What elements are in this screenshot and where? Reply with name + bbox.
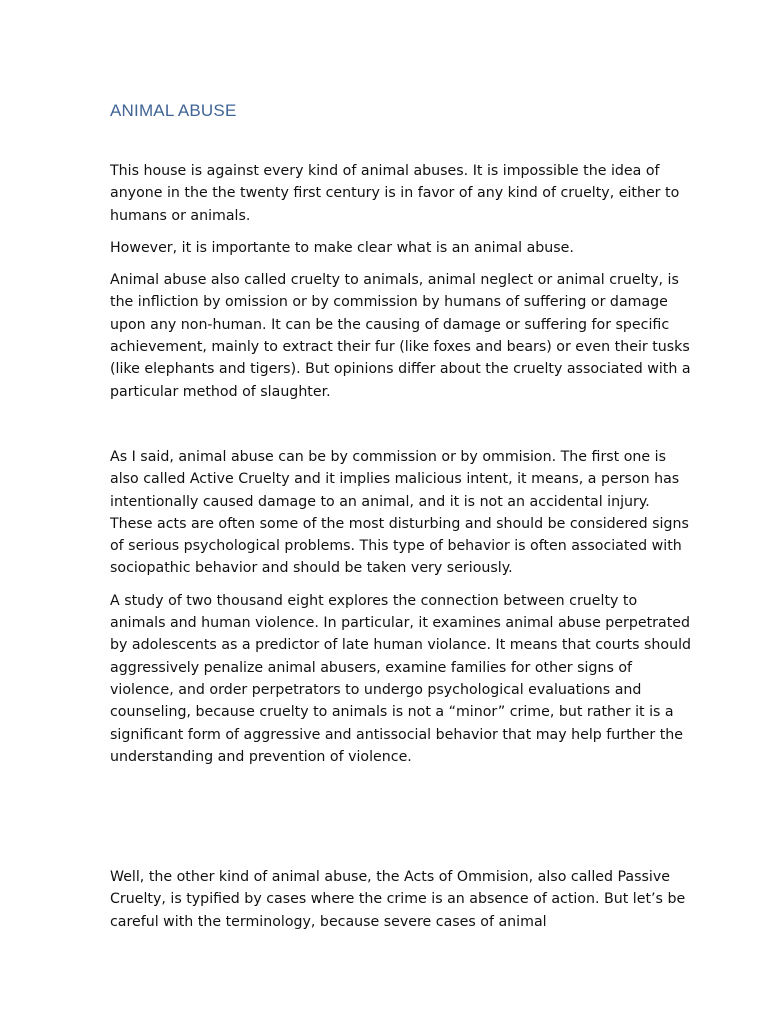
text-block-commission [110,446,692,778]
paragraph-study: A study of two thousand eight explores the connection between cruelty to animals and human violence. In particular, it examines animal abuse perpetrated by adolescents as a predictor of late human violance. It means that courts should aggressively penalize animal abusers, examine families for other signs of violence, and order perpetrators to undergo psychological evaluations and counseling, because cruelty to animals is not a “minor” crime, but rather it is a significant form of aggressive and antissocial behavior that may help further the understanding and prevention of violence. [110,592,692,765]
paragraph-active-cruelty: As I said, animal abuse can be by commission or by ommision. The first one is also called Active Cruelty and it implies malicious intent, it means, a person has intentionally caused damage to an animal, and it is not an accidental injury. These acts are often some of the most disturbing and should be considered signs of serious psychological problems. This type of behavior is often associated with sociopathic behavior and should be taken very seriously. [110,449,689,577]
text-block-intro [110,160,692,413]
paragraph-intro: This house is against every kind of animal abuses. It is impossible the idea of anyone in the the twenty first century is in favor of any kind of cruelty, either to humans or animals. [110,163,680,224]
paragraph-passive-cruelty: Well, the other kind of animal abuse, the Acts of Ommision, also called Passive Cruelty, is typified by cases where the crime is an absence of action. But let’s be careful with the terminology, because severe cases of animal [110,869,686,930]
document-title: ANIMAL ABUSE [110,101,237,120]
paragraph-clarification: However, it is importante to make clear what is an animal abuse. [110,239,574,256]
text-block-omission [110,866,692,943]
paragraph-definition: Animal abuse also called cruelty to animals, animal neglect or animal cruelty, is the infliction by omission or by commission by humans of suffering or damage upon any non-human. It can be the causing of damage or suffering for specific achievement, mainly to extract their fur (like foxes and bears) or even their tusks (like elephants and tigers). But opinions differ about the cruelty associated with a particular method of slaughter. [110,272,691,400]
